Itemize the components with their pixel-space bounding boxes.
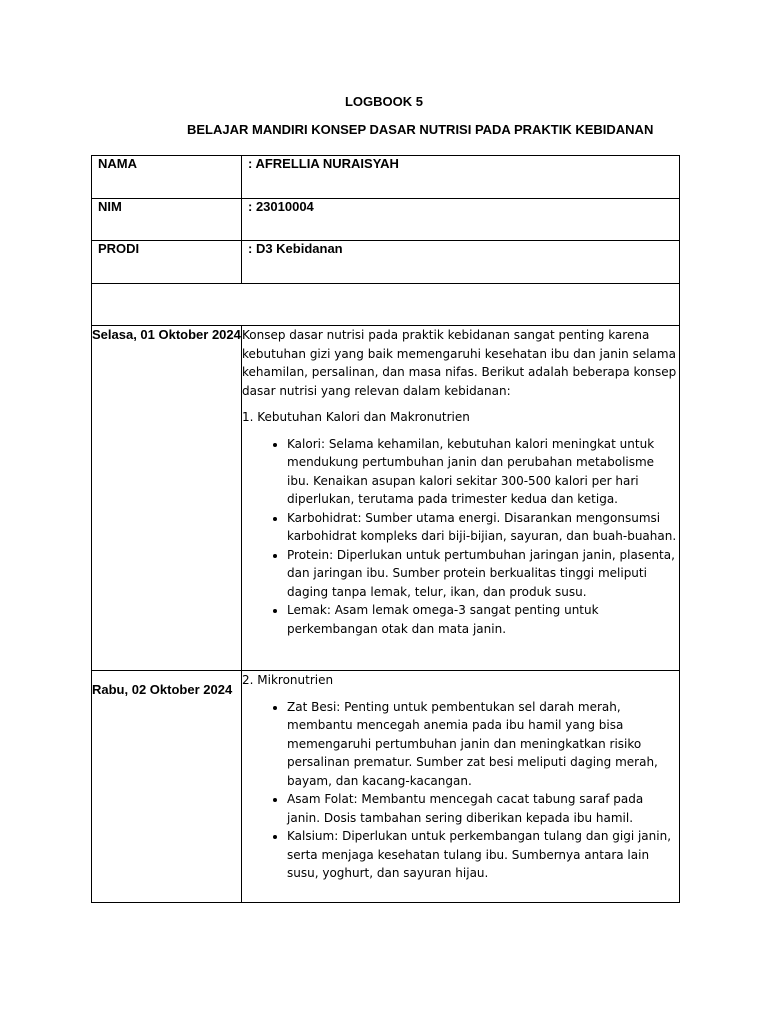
list-item: • Lemak: Asam lemak omega-3 sangat penting untuk perkembangan otak dan mata janin. [287,601,679,638]
logbook-table [91,155,680,903]
prodi-value: : D3 Kebidanan [242,241,680,284]
entry-heading: 2. Mikronutrien [242,673,334,687]
entry-content [242,326,680,671]
nim-value: : 23010004 [242,199,680,241]
document-title: LOGBOOK 5 [344,94,423,109]
list-item: • Karbohidrat: Sumber utama energi. Disarankan mengonsumsi karbohidrat kompleks dari biji-bijian, sayuran, dan buah-buahan. [287,509,679,546]
entry-content [242,671,680,903]
entry-date: Selasa, 01 Oktober 2024 [92,326,242,671]
table-row [92,156,680,199]
table-row [92,671,680,903]
entry-date: Rabu, 02 Oktober 2024 [92,671,242,903]
nama-value: : AFRELLIA NURAISYAH [242,156,680,199]
list-item: • Zat Besi: Penting untuk pembentukan sel darah merah, membantu mencegah anemia pada ibu hamil yang bisa memengaruhi pertumbuhan janin dan meningkatkan risiko persalinan prematur. Sumber zat besi meliputi daging merah, bayam, dan kacang-kacangan. [287,698,679,791]
entry-intro: Konsep dasar nutrisi pada praktik kebidanan sangat penting karena kebutuhan gizi yang baik memengaruhi kesehatan ibu dan janin selama kehamilan, persalinan, dan masa nifas. Berikut adalah beberapa konsep dasar nutrisi yang relevan dalam kebidanan: [242,328,677,398]
list-item: • Kalsium: Diperlukan untuk perkembangan tulang dan gigi janin, serta menjaga kesehatan tulang ibu. Sumbernya antara lain susu, yoghurt, dan sayuran hijau. [287,827,679,883]
document-subtitle: BELAJAR MANDIRI KONSEP DASAR NUTRISI PADA PRAKTIK KEBIDANAN [187,122,654,137]
bullet-list [242,698,679,883]
table-row [92,241,680,284]
nim-label: NIM [92,199,242,241]
table-row [92,326,680,671]
empty-row [92,284,680,326]
list-item: • Asam Folat: Membantu mencegah cacat tabung saraf pada janin. Dosis tambahan sering diberikan kepada ibu hamil. [287,790,679,827]
list-item: • Kalori: Selama kehamilan, kebutuhan kalori meningkat untuk mendukung pertumbuhan janin dan perubahan metabolisme ibu. Kenaikan asupan kalori sekitar 300-500 kalori per hari diperlukan, terutama pada trimester kedua dan ketiga. [287,435,679,509]
bullet-list [242,435,679,639]
nama-label: NAMA [92,156,242,199]
entry-heading: 1. Kebutuhan Kalori dan Makronutrien [242,410,470,424]
list-item: • Protein: Diperlukan untuk pertumbuhan jaringan janin, plasenta, dan jaringan ibu. Sumber protein berkualitas tinggi meliputi daging tanpa lemak, telur, ikan, dan produk susu. [287,546,679,602]
table-row [92,199,680,241]
prodi-label: PRODI [92,241,242,284]
